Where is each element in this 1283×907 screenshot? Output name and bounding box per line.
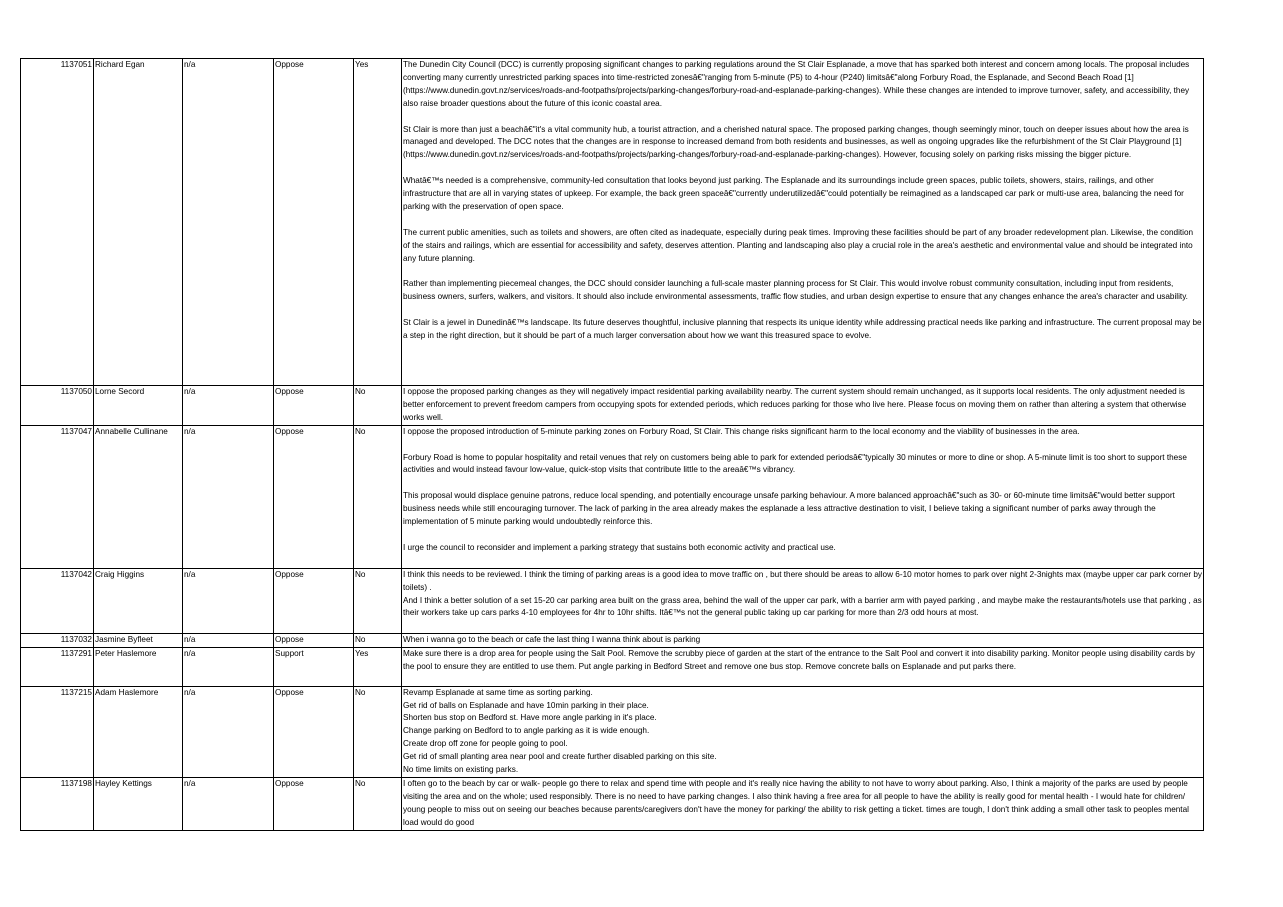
submission-paragraph: St Clair is a jewel in Dunedinâ€™s landscape. Its future deserves thoughtful, inclusive planning that respects its unique identity while addressing practical needs like parking and infrastructure. The current proposal may be a step in the right direction, but it should be part of a much larger conversation about how we want this treasured space to evolve. [403,318,1202,340]
submission-id-cell: 1137032 [21,633,94,647]
submission-text-cell [402,686,1204,777]
table-row [21,59,1204,386]
position-cell: Oppose [274,568,354,633]
submission-paragraph: I often go to the beach by car or walk- people go there to relax and spend time with people and it's really nice having the ability to not have to worry about parking. Also, I think a majority of the parks are used by people visiting the area and on the whole; used responsibly. There is no need to have parking changes. I also think having a free area for all people to have the ability is really good for mental health - I would hate for children/ young people to miss out on seeing our beaches because parents/caregivers don't have the money for parking/ the ability to risk getting a ticket. times are tough, I don't think adding a small other task to peoples mental load would do good [403,778,1189,827]
submission-text-cell [402,425,1204,568]
wish-to-speak-cell: No [354,686,402,777]
submission-paragraph: I oppose the proposed introduction of 5-minute parking zones on Forbury Road, St Clair. This change risks significant harm to the local economy and the viability of businesses in the area. [403,426,1080,436]
submission-paragraph: Revamp Esplanade at same time as sorting parking. Get rid of balls on Esplanade and have 10min parking in their place. Shorten bus stop on Bedford st. Have more angle parking in it's place. Change parking on Bedford to to angle parking as it is wide enough. Create drop off zone for people going to pool. Get rid of small planting area near pool and create further disabled parking on this site. No time limits on existing parks. [403,687,717,775]
position-cell: Oppose [274,777,354,830]
position-cell: Support [274,647,354,686]
wish-to-speak-cell: No [354,386,402,426]
submission-text-cell [402,777,1204,830]
submitter-name-cell: Craig Higgins [94,568,183,633]
submissions-table [20,58,1204,831]
submission-paragraph: Rather than implementing piecemeal changes, the DCC should consider launching a full-scale master planning process for St Clair. This would involve robust community consultation, including input from residents, business owners, surfers, walkers, and visitors. It should also include environmental assessments, traffic flow studies, and urban design expertise to ensure that any changes enhance the area's character and usability. [403,279,1188,302]
submission-id-cell: 1137047 [21,425,94,568]
submission-id-cell: 1137291 [21,647,94,686]
submission-text-cell [402,647,1204,686]
organisation-cell: n/a [183,386,274,426]
submission-text-cell [402,633,1204,647]
organisation-cell: n/a [183,647,274,686]
submission-paragraph: I oppose the proposed parking changes as they will negatively impact residential parking availability nearby. The current system should remain unchanged, as it supports local residents. The only adjustment needed is better enforcement to prevent freedom campers from occupying spots for extended periods, which reduces parking for those who live here. Please focus on moving them on rather than altering a system that otherwise works well. [403,387,1187,422]
wish-to-speak-cell: No [354,568,402,633]
submitter-name-cell: Hayley Kettings [94,777,183,830]
position-cell: Oppose [274,59,354,386]
submission-paragraph: When i wanna go to the beach or cafe the last thing I wanna think about is parking [403,634,701,644]
submission-id-cell: 1137051 [21,59,94,386]
table-row [21,647,1204,686]
submitter-name-cell: Lorne Secord [94,386,183,426]
table-row [21,777,1204,830]
submitter-name-cell: Richard Egan [94,59,183,386]
submission-paragraph: I urge the council to reconsider and implement a parking strategy that sustains both economic activity and practical use. [403,542,836,552]
submitter-name-cell: Jasmine Byfleet [94,633,183,647]
submission-paragraph: Whatâ€™s needed is a comprehensive, community-led consultation that looks beyond just parking. The Esplanade and its surroundings include green spaces, public toilets, showers, stairs, railings, and other infrastructure that are all in varying states of upkeep. For example, the back green spaceâ€"currently underutilizedâ€"could potentially be reimagined as a landscaped car park or multi-use area, balancing the need for parking with the preservation of open space. [403,176,1184,211]
organisation-cell: n/a [183,59,274,386]
submission-id-cell: 1137050 [21,386,94,426]
submission-paragraph: I think this needs to be reviewed. I think the timing of parking areas is a good idea to move traffic on , but there should be areas to allow 6-10 motor homes to park over night 2-3nights max (maybe upper car park corner by toilets) . And I think a better solution of a set 15-20 car parking area built on the grass area, behind the wall of the upper car park, with a barrier arm with payed parking , and maybe make the restaurants/hotels use that parking , as their workers take up cars parks 4-10 employees for 4hr to 10hr shifts. Itâ€™s not the general public taking up car parking for more than 2/3 odd hours at most. [403,569,1203,618]
submission-text-cell [402,59,1204,386]
position-cell: Oppose [274,425,354,568]
position-cell: Oppose [274,386,354,426]
wish-to-speak-cell: Yes [354,59,402,386]
table-row [21,568,1204,633]
wish-to-speak-cell: No [354,777,402,830]
organisation-cell: n/a [183,777,274,830]
submission-id-cell: 1137198 [21,777,94,830]
submission-id-cell: 1137215 [21,686,94,777]
submission-paragraph: This proposal would displace genuine patrons, reduce local spending, and potentially encourage unsafe parking behaviour. A more balanced approachâ€"such as 30- or 60-minute time limitsâ€"would better support business needs while still encouraging turnover. The lack of parking in the area already makes the esplanade a less attractive destination to visit, I believe taking a significant number of parks away through the implementation of 5 minute parking would undoubtedly reinforce this. [403,491,1175,527]
table-row [21,633,1204,647]
submitter-name-cell: Annabelle Cullinane [94,425,183,568]
submission-paragraph: The current public amenities, such as toilets and showers, are often cited as inadequate, especially during peak times. Improving these facilities should be part of any broader redevelopment plan. Likewise, the condition of the stairs and railings, which are essential for accessibility and safety, deserves attention. Planting and landscaping also play a crucial role in the area's aesthetic and environmental value and should be integrated into any future planning. [403,227,1194,263]
organisation-cell: n/a [183,686,274,777]
submission-id-cell: 1137042 [21,568,94,633]
organisation-cell: n/a [183,425,274,568]
organisation-cell: n/a [183,568,274,633]
table-row [21,686,1204,777]
submission-paragraph: St Clair is more than just a beachâ€"it's a vital community hub, a tourist attraction, and a cherished natural space. The proposed parking changes, though seemingly minor, touch on deeper issues about how the area is managed and developed. The DCC notes that the changes are in response to increased demand from both residents and businesses, as well as ongoing upgrades like the refurbishment of the St Clair Playground [1](https://www.dunedin.govt.nz/services/roads-and-footpaths/projects/parking-changes/forbury-road-and-esplanade-parking-changes). However, focusing solely on parking risks missing the bigger picture. [403,124,1189,160]
wish-to-speak-cell: No [354,633,402,647]
position-cell: Oppose [274,633,354,647]
position-cell: Oppose [274,686,354,777]
table-row [21,425,1204,568]
table-row [21,386,1204,426]
submission-paragraph: The Dunedin City Council (DCC) is currently proposing significant changes to parking regulations around the St Clair Esplanade, a move that has sparked both interest and concern among locals. The proposal includes converting many currently unrestricted parking spaces into time-restricted zonesâ€"ranging from 5-minute (P5) to 4-hour (P240) limitsâ€"along Forbury Road, the Esplanade, and Second Beach Road [1](https://www.dunedin.govt.nz/services/roads-and-footpaths/projects/parking-changes/forbury-road-and-esplanade-parking-changes). While these changes are intended to improve turnover, safety, and accessibility, they also raise broader questions about the future of this iconic coastal area. [403,60,1190,108]
submitter-name-cell: Peter Haslemore [94,647,183,686]
wish-to-speak-cell: Yes [354,647,402,686]
submission-paragraph: Make sure there is a drop area for people using the Salt Pool. Remove the scrubby piece of garden at the start of the entrance to the Salt Pool and convert it into disability parking. Monitor people using disability cards by the pool to ensure they are entitled to use them. Put angle parking in Bedford Street and remove one bus stop. Remove concrete balls on Esplanade and put parks there. [403,648,1195,671]
submission-text-cell [402,386,1204,426]
organisation-cell: n/a [183,633,274,647]
submitter-name-cell: Adam Haslemore [94,686,183,777]
submission-paragraph: Forbury Road is home to popular hospitality and retail venues that rely on customers being able to park for extended periodsâ€"typically 30 minutes or more to dine or shop. A 5-minute limit is too short to support these activities and would instead favour low-value, quick-stop visits that contribute little to the areaâ€™s vibrancy. [403,452,1187,475]
wish-to-speak-cell: No [354,425,402,568]
submission-text-cell [402,568,1204,633]
